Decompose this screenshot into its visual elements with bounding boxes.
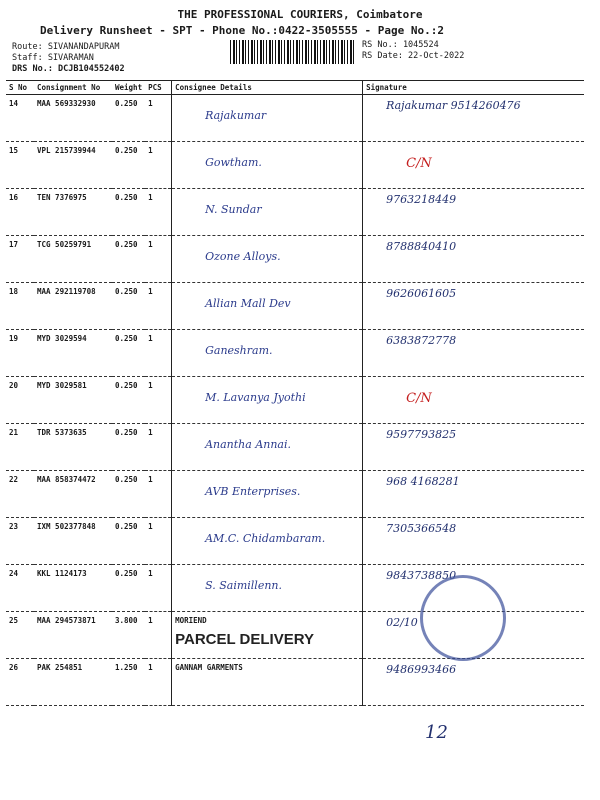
pcs-cell: 1 (145, 142, 172, 189)
table-row (6, 142, 584, 189)
weight-cell: 0.250 (112, 330, 145, 377)
drs-label: DRS No.: DCJB104552402 (12, 64, 125, 74)
pcs-cell: 1 (145, 612, 172, 659)
signature-text: C/N (406, 156, 432, 171)
col-pcs: PCS (145, 81, 172, 95)
consignee-cell (172, 189, 363, 236)
consignee-handwritten-name: Allian Mall Dev (205, 297, 291, 310)
sno-cell: 17 (6, 236, 34, 283)
signature-cell (363, 189, 584, 236)
consignment-cell: TCG 50259791 (34, 236, 112, 283)
consignment-cell: TDR 5373635 (34, 424, 112, 471)
weight-cell: 0.250 (112, 377, 145, 424)
col-consignment: Consignment No (34, 81, 112, 95)
consignee-handwritten-name: Ozone Alloys. (205, 250, 281, 263)
pcs-cell: 1 (145, 377, 172, 424)
table-row (6, 518, 584, 565)
consignee-cell (172, 95, 363, 142)
signature-text: 6383872778 (386, 334, 457, 347)
consignee-cell (172, 236, 363, 283)
consignment-cell: MAA 294573871 (34, 612, 112, 659)
delivery-stamp (420, 575, 506, 661)
consignment-cell: MAA 569332930 (34, 95, 112, 142)
sno-cell: 20 (6, 377, 34, 424)
pcs-cell: 1 (145, 471, 172, 518)
consignee-handwritten-name: AM.C. Chidambaram. (205, 532, 326, 545)
table-row (6, 236, 584, 283)
signature-text: 968 4168281 (386, 475, 460, 488)
sno-cell: 23 (6, 518, 34, 565)
consignee-handwritten-name: Anantha Annai. (205, 438, 292, 451)
table-row (6, 330, 584, 377)
table-row (6, 471, 584, 518)
sno-cell: 15 (6, 142, 34, 189)
consignment-cell: MYD 3029594 (34, 330, 112, 377)
signature-text: Rajakumar 9514260476 (386, 99, 521, 112)
signature-cell (363, 471, 584, 518)
signature-text: 9486993466 (386, 663, 457, 676)
sno-cell: 14 (6, 95, 34, 142)
table-row (6, 189, 584, 236)
consignment-cell: VPL 215739944 (34, 142, 112, 189)
consignee-cell (172, 659, 363, 706)
signature-text: 02/10 (386, 616, 418, 629)
consignment-cell: IXM 502377848 (34, 518, 112, 565)
pcs-cell: 1 (145, 95, 172, 142)
consignee-cell (172, 518, 363, 565)
signature-cell (363, 236, 584, 283)
consignee-cell (172, 565, 363, 612)
weight-cell: 0.250 (112, 236, 145, 283)
consignee-details: GANNAM GARMENTS (175, 663, 243, 672)
col-consignee: Consignee Details (172, 81, 363, 95)
consignment-cell: MAA 858374472 (34, 471, 112, 518)
consignee-handwritten-name: M. Lavanya Jyothi (205, 391, 306, 404)
company-title: THE PROFESSIONAL COURIERS, Coimbatore (177, 8, 423, 21)
runsheet-subtitle: Delivery Runsheet - SPT - Phone No.:0422-3505555 - Page No.:2 (40, 24, 444, 37)
sno-cell: 19 (6, 330, 34, 377)
route-label: Route: SIVANANDAPURAM (12, 42, 120, 52)
col-sno: S No (6, 81, 34, 95)
pcs-cell: 1 (145, 565, 172, 612)
signature-text: 9626061605 (386, 287, 457, 300)
barcode (230, 40, 355, 64)
sno-cell: 21 (6, 424, 34, 471)
consignee-cell (172, 612, 363, 659)
consignment-cell: MAA 292119708 (34, 283, 112, 330)
table-row (6, 283, 584, 330)
table-row (6, 95, 584, 142)
consignee-cell (172, 424, 363, 471)
sno-cell: 26 (6, 659, 34, 706)
pcs-cell: 1 (145, 330, 172, 377)
signature-cell (363, 377, 584, 424)
sno-cell: 24 (6, 565, 34, 612)
signature-text: 7305366548 (386, 522, 457, 535)
table-row (6, 659, 584, 706)
consignee-details: MORIEND (175, 616, 207, 625)
consignment-cell: KKL 1124173 (34, 565, 112, 612)
consignee-handwritten-name: Rajakumar (205, 109, 267, 122)
col-signature: Signature (363, 81, 584, 95)
consignee-handwritten-name: S. Saimillenn. (205, 579, 283, 592)
sno-cell: 18 (6, 283, 34, 330)
signature-text: 9843738850 (386, 569, 457, 582)
consignee-cell (172, 377, 363, 424)
rs-date-label: RS Date: 22-Oct-2022 (362, 51, 465, 61)
weight-cell: 0.250 (112, 95, 145, 142)
consignee-handwritten-name: Ganeshram. (205, 344, 273, 357)
signature-cell (363, 95, 584, 142)
staff-label: Staff: SIVARAMAN (12, 53, 94, 63)
consignment-cell: MYD 3029581 (34, 377, 112, 424)
table-row (6, 377, 584, 424)
consignee-handwritten-name: N. Sundar (205, 203, 262, 216)
consignee-handwritten-name: PARCEL DELIVERY (175, 631, 315, 648)
rs-no-label: RS No.: 1045524 (362, 40, 439, 50)
pcs-cell: 1 (145, 283, 172, 330)
sno-cell: 25 (6, 612, 34, 659)
weight-cell: 1.250 (112, 659, 145, 706)
col-weight: Weight (112, 81, 145, 95)
consignee-handwritten-name: AVB Enterprises. (205, 485, 301, 498)
signature-cell (363, 518, 584, 565)
signature-text: 9597793825 (386, 428, 457, 441)
weight-cell: 0.250 (112, 424, 145, 471)
pcs-cell: 1 (145, 518, 172, 565)
sno-cell: 22 (6, 471, 34, 518)
consignee-cell (172, 330, 363, 377)
consignee-cell (172, 142, 363, 189)
signature-cell (363, 283, 584, 330)
consignee-cell (172, 283, 363, 330)
signature-text: 9763218449 (386, 193, 457, 206)
weight-cell: 0.250 (112, 471, 145, 518)
pcs-cell: 1 (145, 236, 172, 283)
signature-cell (363, 659, 584, 706)
weight-cell: 0.250 (112, 565, 145, 612)
signature-text: 8788840410 (386, 240, 457, 253)
signature-text: C/N (406, 391, 432, 406)
signature-cell (363, 424, 584, 471)
pcs-cell: 1 (145, 189, 172, 236)
weight-cell: 0.250 (112, 283, 145, 330)
page-note: 12 (425, 722, 448, 743)
weight-cell: 3.800 (112, 612, 145, 659)
table-row (6, 424, 584, 471)
weight-cell: 0.250 (112, 189, 145, 236)
sno-cell: 16 (6, 189, 34, 236)
consignee-cell (172, 471, 363, 518)
signature-cell (363, 330, 584, 377)
pcs-cell: 1 (145, 659, 172, 706)
signature-cell (363, 142, 584, 189)
weight-cell: 0.250 (112, 142, 145, 189)
consignment-cell: PAK 254851 (34, 659, 112, 706)
consignment-cell: TEN 7376975 (34, 189, 112, 236)
consignee-handwritten-name: Gowtham. (205, 156, 262, 169)
weight-cell: 0.250 (112, 518, 145, 565)
pcs-cell: 1 (145, 424, 172, 471)
